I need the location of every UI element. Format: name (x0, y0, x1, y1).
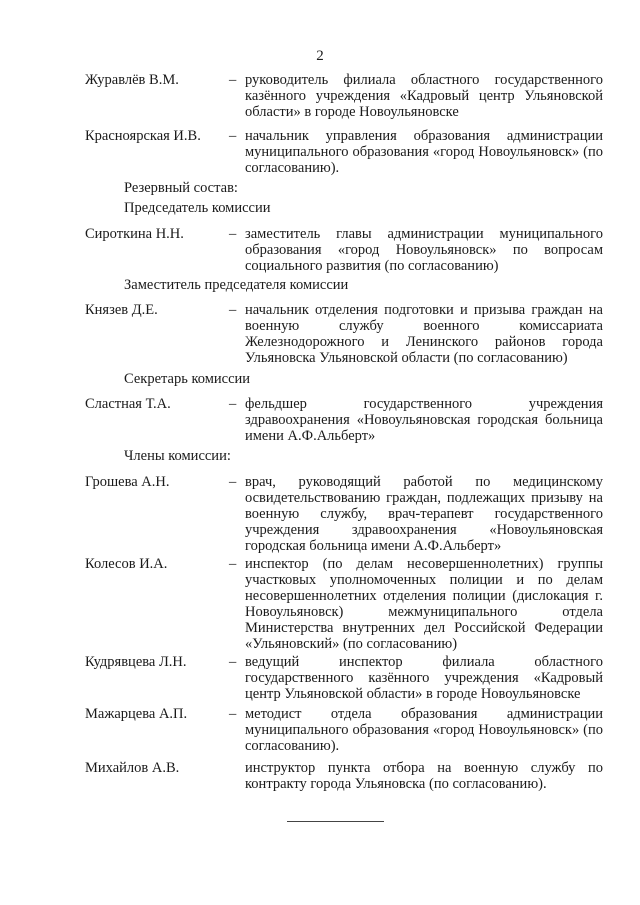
member-name: Михайлов А.В. (85, 760, 180, 776)
member-position: инспектор (по делам несовершеннолетних) группы участковых уполномоченных полиции и по делам несовершеннолетних отделения полиции (дислокация г. Новоульяновск) межмуниципального отдела Министерства внутренних дел Российской Федерации «Ульяновский» (по согласованию) (245, 556, 603, 652)
member-position: инструктор пункта отбора на военную службу по контракту города Ульяновска (по согласованию). (245, 760, 603, 792)
member-name: Кудрявцева Л.Н. (85, 654, 187, 670)
member-dash: – (229, 302, 237, 318)
member-dash: – (229, 474, 237, 490)
member-dash: – (229, 72, 237, 88)
member-dash: – (229, 226, 237, 242)
member-name: Мажарцева А.П. (85, 706, 188, 722)
member-dash: – (229, 556, 237, 572)
member-position: методист отдела образования администрации муниципального образования «город Новоульяновск» (по согласованию). (245, 706, 603, 754)
member-name: Сироткина Н.Н. (85, 226, 184, 242)
member-position: ведущий инспектор филиала областного государственного казённого учреждения «Кадровый центр Ульяновской области» в городе Новоульяновске (245, 654, 603, 702)
member-name: Сластная Т.А. (85, 396, 171, 412)
member-dash: – (229, 396, 237, 412)
reserve-heading: Резервный состав: (124, 180, 238, 196)
member-name: Князев Д.Е. (85, 302, 158, 318)
deputy-heading: Заместитель председателя комиссии (124, 277, 349, 293)
member-position: начальник отделения подготовки и призыва граждан на военную службу военного комиссариата Железнодорожного и Ленинского районов города Ульяновска Ульяновской области (по согласованию) (245, 302, 603, 366)
member-name: Красноярская И.В. (85, 128, 201, 144)
member-name: Грошева А.Н. (85, 474, 170, 490)
member-name: Колесов И.А. (85, 556, 168, 572)
members-heading: Члены комиссии: (124, 448, 231, 464)
secretary-heading: Секретарь комиссии (124, 371, 251, 387)
chair-heading: Председатель комиссии (124, 200, 271, 216)
member-position: начальник управления образования администрации муниципального образования «город Новоульяновск» (по согласованию). (245, 128, 603, 176)
closing-rule (287, 821, 384, 822)
member-position: фельдшер государственного учреждения здравоохранения «Новоульяновская городская больница имени А.Ф.Альберт» (245, 396, 603, 444)
member-dash: – (229, 128, 237, 144)
member-position: заместитель главы администрации муниципального образования «город Новоульяновск» по вопросам социального развития (по согласованию) (245, 226, 603, 274)
member-dash: – (229, 706, 237, 722)
member-dash: – (229, 654, 237, 670)
member-position: руководитель филиала областного государственного казённого учреждения «Кадровый центр Ульяновской области» в городе Новоульяновске (245, 72, 603, 120)
page-number: 2 (316, 48, 324, 64)
member-position: врач, руководящий работой по медицинскому освидетельствованию граждан, подлежащих призыву на военную службу, врач-терапевт государственного учреждения здравоохранения «Новоульяновская городская больница имени А.Ф.Альберт» (245, 474, 603, 554)
member-name: Журавлёв В.М. (85, 72, 179, 88)
